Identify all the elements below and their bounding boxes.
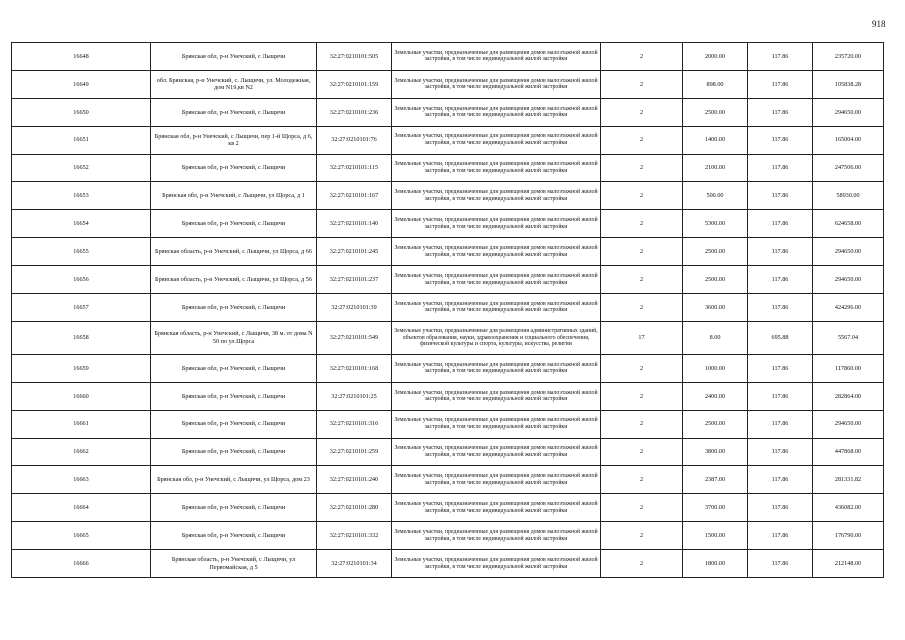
land-use-purpose-cell: Земельные участки, предназначенные для размещения домов малоэтажной жилой застройки, в том числе индивидуальной жилой застройки <box>392 522 601 550</box>
record-number-cell: 16656 <box>12 266 151 294</box>
table-row <box>12 294 884 322</box>
address-cell: Брянская обл, р-н Унечский, с Лыщичи <box>151 522 317 550</box>
cadastral-number-cell: 32:27:0210101:245 <box>317 238 392 266</box>
area-cell: 3700.00 <box>683 494 748 522</box>
table-row <box>12 382 884 410</box>
cadastral-value-table <box>11 42 884 578</box>
address-cell: Брянская обл, р-н Унечский, с Лыщичи <box>151 354 317 382</box>
cadastral-value-cell: 176790.00 <box>813 522 884 550</box>
table-row <box>12 70 884 98</box>
cadastral-number-cell: 32:27:0210101:259 <box>317 438 392 466</box>
land-use-purpose-cell: Земельные участки, предназначенные для размещения домов малоэтажной жилой застройки, в том числе индивидуальной жилой застройки <box>392 98 601 126</box>
record-number-cell: 16649 <box>12 70 151 98</box>
table-row <box>12 126 884 154</box>
specific-value-cell: 117.86 <box>748 70 813 98</box>
use-group-cell: 2 <box>601 466 683 494</box>
record-number-cell: 16652 <box>12 154 151 182</box>
record-number-cell: 16651 <box>12 126 151 154</box>
use-group-cell: 2 <box>601 522 683 550</box>
use-group-cell: 2 <box>601 238 683 266</box>
area-cell: 2500.00 <box>683 238 748 266</box>
specific-value-cell: 695.88 <box>748 321 813 354</box>
area-cell: 5300.00 <box>683 210 748 238</box>
land-use-purpose-cell: Земельные участки, предназначенные для размещения административных зданий, объектов образования, науки, здравоохранения и социального обеспечения, физической культуры и спорта, культуры, искусства, религии <box>392 321 601 354</box>
cadastral-value-cell: 117860.00 <box>813 354 884 382</box>
cadastral-number-cell: 32:27:0210101:76 <box>317 126 392 154</box>
land-use-purpose-cell: Земельные участки, предназначенные для размещения домов малоэтажной жилой застройки, в том числе индивидуальной жилой застройки <box>392 438 601 466</box>
use-group-cell: 2 <box>601 43 683 71</box>
use-group-cell: 2 <box>601 98 683 126</box>
use-group-cell: 2 <box>601 210 683 238</box>
address-cell: Брянская обл, р-н Унечский, с Лыщичи, ул Щорса, д 1 <box>151 182 317 210</box>
cadastral-number-cell: 32:27:0210101:236 <box>317 98 392 126</box>
address-cell: Брянская обл, р-н Унечский, с Лыщичи <box>151 494 317 522</box>
land-use-purpose-cell: Земельные участки, предназначенные для размещения домов малоэтажной жилой застройки, в том числе индивидуальной жилой застройки <box>392 182 601 210</box>
address-cell: Брянская обл, р-н Унечский, с Лыщичи <box>151 410 317 438</box>
address-cell: Брянская обл, р-н Унечский, с Лыщичи <box>151 98 317 126</box>
use-group-cell: 2 <box>601 438 683 466</box>
specific-value-cell: 117.86 <box>748 210 813 238</box>
cadastral-number-cell: 32:27:0210101:280 <box>317 494 392 522</box>
land-use-purpose-cell: Земельные участки, предназначенные для размещения домов малоэтажной жилой застройки, в том числе индивидуальной жилой застройки <box>392 266 601 294</box>
land-use-purpose-cell: Земельные участки, предназначенные для размещения домов малоэтажной жилой застройки, в том числе индивидуальной жилой застройки <box>392 210 601 238</box>
specific-value-cell: 117.86 <box>748 294 813 322</box>
address-cell: Брянская обл, р-н Унечский, с Лыщичи, ул Щорса, дом 23 <box>151 466 317 494</box>
area-cell: 3600.00 <box>683 294 748 322</box>
area-cell: 500.00 <box>683 182 748 210</box>
land-use-purpose-cell: Земельные участки, предназначенные для размещения домов малоэтажной жилой застройки, в том числе индивидуальной жилой застройки <box>392 354 601 382</box>
address-cell: Брянская обл, р-н Унечский, с Лыщичи <box>151 382 317 410</box>
specific-value-cell: 117.86 <box>748 410 813 438</box>
record-number-cell: 16653 <box>12 182 151 210</box>
table-row <box>12 321 884 354</box>
table-row <box>12 98 884 126</box>
specific-value-cell: 117.86 <box>748 266 813 294</box>
area-cell: 2500.00 <box>683 410 748 438</box>
table-body <box>12 43 884 578</box>
specific-value-cell: 117.86 <box>748 126 813 154</box>
specific-value-cell: 117.86 <box>748 438 813 466</box>
cadastral-value-cell: 282864.00 <box>813 382 884 410</box>
cadastral-value-cell: 447868.00 <box>813 438 884 466</box>
area-cell: 2000.00 <box>683 43 748 71</box>
cadastral-number-cell: 32:27:0210101:159 <box>317 70 392 98</box>
land-use-purpose-cell: Земельные участки, предназначенные для размещения домов малоэтажной жилой застройки, в том числе индивидуальной жилой застройки <box>392 126 601 154</box>
record-number-cell: 16661 <box>12 410 151 438</box>
cadastral-value-cell: 624658.00 <box>813 210 884 238</box>
table-row <box>12 238 884 266</box>
specific-value-cell: 117.86 <box>748 98 813 126</box>
address-cell: Брянская обл, р-н Унечский, с Лыщичи <box>151 294 317 322</box>
cadastral-number-cell: 32:27:0210101:25 <box>317 382 392 410</box>
cadastral-value-cell: 5567.04 <box>813 321 884 354</box>
use-group-cell: 2 <box>601 494 683 522</box>
area-cell: 1500.00 <box>683 522 748 550</box>
address-cell: Брянская обл, р-н Унечский, с Лыщичи <box>151 210 317 238</box>
cadastral-value-cell: 212148.00 <box>813 550 884 578</box>
land-use-purpose-cell: Земельные участки, предназначенные для размещения домов малоэтажной жилой застройки, в том числе индивидуальной жилой застройки <box>392 410 601 438</box>
use-group-cell: 2 <box>601 126 683 154</box>
address-cell: Брянская обл, р-н Унечский, с Лыщичи <box>151 43 317 71</box>
cadastral-value-cell: 165004.00 <box>813 126 884 154</box>
use-group-cell: 2 <box>601 266 683 294</box>
address-cell: Брянская область, р-н Унечский, с Лыщичи, ул Первомайская, д 5 <box>151 550 317 578</box>
specific-value-cell: 117.86 <box>748 382 813 410</box>
cadastral-value-cell: 105838.28 <box>813 70 884 98</box>
address-cell: Брянская область, р-н Унечский, с Лыщичи, ул Щорса, д 56 <box>151 266 317 294</box>
address-cell: Брянская обл, р-н Унечский, с Лыщичи <box>151 154 317 182</box>
table-row <box>12 410 884 438</box>
cadastral-value-cell: 235720.00 <box>813 43 884 71</box>
area-cell: 8.00 <box>683 321 748 354</box>
use-group-cell: 2 <box>601 154 683 182</box>
cadastral-number-cell: 32:27:0210101:167 <box>317 182 392 210</box>
cadastral-number-cell: 32:27:0210101:115 <box>317 154 392 182</box>
area-cell: 2100.00 <box>683 154 748 182</box>
cadastral-value-cell: 281331.82 <box>813 466 884 494</box>
cadastral-number-cell: 32:27:0210101:34 <box>317 550 392 578</box>
use-group-cell: 2 <box>601 294 683 322</box>
table-row <box>12 522 884 550</box>
area-cell: 2400.00 <box>683 382 748 410</box>
table-row <box>12 354 884 382</box>
record-number-cell: 16657 <box>12 294 151 322</box>
cadastral-number-cell: 32:27:0210101:140 <box>317 210 392 238</box>
record-number-cell: 16658 <box>12 321 151 354</box>
area-cell: 2500.00 <box>683 98 748 126</box>
use-group-cell: 2 <box>601 182 683 210</box>
area-cell: 1400.00 <box>683 126 748 154</box>
table-row <box>12 210 884 238</box>
use-group-cell: 2 <box>601 70 683 98</box>
area-cell: 2500.00 <box>683 266 748 294</box>
table-row <box>12 182 884 210</box>
specific-value-cell: 117.86 <box>748 550 813 578</box>
cadastral-number-cell: 32:27:0210101:39 <box>317 294 392 322</box>
page-number: 918 <box>872 19 886 29</box>
land-use-purpose-cell: Земельные участки, предназначенные для размещения домов малоэтажной жилой застройки, в том числе индивидуальной жилой застройки <box>392 494 601 522</box>
land-use-purpose-cell: Земельные участки, предназначенные для размещения домов малоэтажной жилой застройки, в том числе индивидуальной жилой застройки <box>392 466 601 494</box>
area-cell: 898.00 <box>683 70 748 98</box>
use-group-cell: 2 <box>601 410 683 438</box>
cadastral-number-cell: 32:27:0210101:237 <box>317 266 392 294</box>
cadastral-value-cell: 247506.00 <box>813 154 884 182</box>
cadastral-value-cell: 294650.00 <box>813 98 884 126</box>
record-number-cell: 16665 <box>12 522 151 550</box>
specific-value-cell: 117.86 <box>748 466 813 494</box>
table-row <box>12 494 884 522</box>
specific-value-cell: 117.86 <box>748 522 813 550</box>
address-cell: Брянская область, р-н Унечский, с Лыщичи, ул Щорса, д 66 <box>151 238 317 266</box>
land-use-purpose-cell: Земельные участки, предназначенные для размещения домов малоэтажной жилой застройки, в том числе индивидуальной жилой застройки <box>392 382 601 410</box>
record-number-cell: 16648 <box>12 43 151 71</box>
record-number-cell: 16663 <box>12 466 151 494</box>
specific-value-cell: 117.86 <box>748 182 813 210</box>
record-number-cell: 16654 <box>12 210 151 238</box>
cadastral-value-cell: 294650.00 <box>813 238 884 266</box>
cadastral-number-cell: 32:27:0210101:168 <box>317 354 392 382</box>
land-use-purpose-cell: Земельные участки, предназначенные для размещения домов малоэтажной жилой застройки, в том числе индивидуальной жилой застройки <box>392 154 601 182</box>
record-number-cell: 16666 <box>12 550 151 578</box>
land-use-purpose-cell: Земельные участки, предназначенные для размещения домов малоэтажной жилой застройки, в том числе индивидуальной жилой застройки <box>392 294 601 322</box>
use-group-cell: 2 <box>601 382 683 410</box>
cadastral-value-cell: 436082.00 <box>813 494 884 522</box>
specific-value-cell: 117.86 <box>748 354 813 382</box>
use-group-cell: 2 <box>601 354 683 382</box>
table-row <box>12 266 884 294</box>
land-use-purpose-cell: Земельные участки, предназначенные для размещения домов малоэтажной жилой застройки, в том числе индивидуальной жилой застройки <box>392 238 601 266</box>
area-cell: 1000.00 <box>683 354 748 382</box>
record-number-cell: 16659 <box>12 354 151 382</box>
cadastral-value-cell: 424296.00 <box>813 294 884 322</box>
cadastral-number-cell: 32:27:0210101:332 <box>317 522 392 550</box>
cadastral-number-cell: 32:27:0210101:316 <box>317 410 392 438</box>
land-use-purpose-cell: Земельные участки, предназначенные для размещения домов малоэтажной жилой застройки, в том числе индивидуальной жилой застройки <box>392 550 601 578</box>
cadastral-number-cell: 32:27:0210101:549 <box>317 321 392 354</box>
record-number-cell: 16655 <box>12 238 151 266</box>
address-cell: Брянская обл, р-н Унечский, с Лыщичи <box>151 438 317 466</box>
use-group-cell: 17 <box>601 321 683 354</box>
address-cell: Брянская обл, р-н Унечский, с Лыщичи, пер 1-й Щорса, д 6, кв 2 <box>151 126 317 154</box>
table-row <box>12 154 884 182</box>
cadastral-number-cell: 32:27:0210101:505 <box>317 43 392 71</box>
land-use-purpose-cell: Земельные участки, предназначенные для размещения домов малоэтажной жилой застройки, в том числе индивидуальной жилой застройки <box>392 70 601 98</box>
table-row <box>12 550 884 578</box>
address-cell: обл. Брянская, р-н Унечский, с. Лыщичи, ул. Молодежная, дом N19,кв N2 <box>151 70 317 98</box>
specific-value-cell: 117.86 <box>748 154 813 182</box>
use-group-cell: 2 <box>601 550 683 578</box>
cadastral-value-cell: 294650.00 <box>813 410 884 438</box>
table-row <box>12 438 884 466</box>
area-cell: 1800.00 <box>683 550 748 578</box>
cadastral-value-cell: 58930.00 <box>813 182 884 210</box>
area-cell: 2387.00 <box>683 466 748 494</box>
cadastral-value-cell: 294650.00 <box>813 266 884 294</box>
table-row <box>12 43 884 71</box>
record-number-cell: 16650 <box>12 98 151 126</box>
record-number-cell: 16664 <box>12 494 151 522</box>
record-number-cell: 16660 <box>12 382 151 410</box>
table-row <box>12 466 884 494</box>
address-cell: Брянская область, р-н Унечский, с Лыщичи, 38 м. от дома N 50 по ул.Щорса <box>151 321 317 354</box>
land-use-purpose-cell: Земельные участки, предназначенные для размещения домов малоэтажной жилой застройки, в том числе индивидуальной жилой застройки <box>392 43 601 71</box>
area-cell: 3800.00 <box>683 438 748 466</box>
cadastral-number-cell: 32:27:0210101:240 <box>317 466 392 494</box>
specific-value-cell: 117.86 <box>748 238 813 266</box>
record-number-cell: 16662 <box>12 438 151 466</box>
specific-value-cell: 117.86 <box>748 43 813 71</box>
specific-value-cell: 117.86 <box>748 494 813 522</box>
